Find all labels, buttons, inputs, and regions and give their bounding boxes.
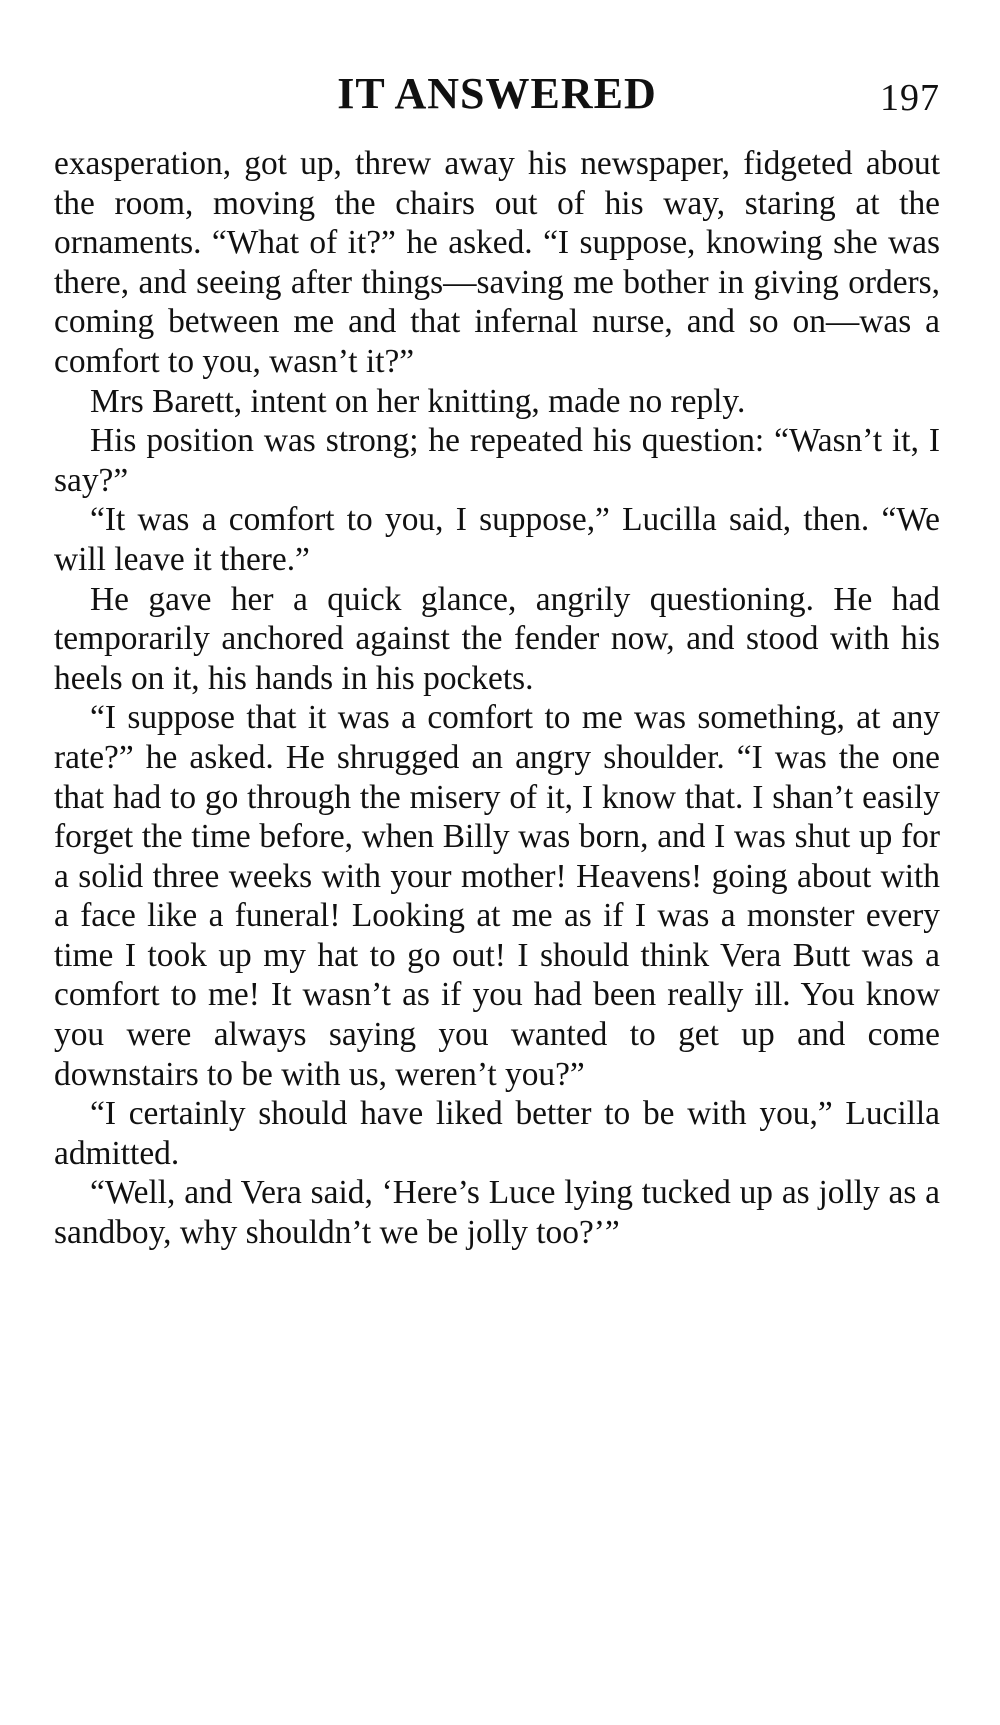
running-title: IT ANSWERED [337, 69, 657, 118]
book-page [54, 62, 940, 1253]
paragraph: “I certainly should have liked better to be with you,” Lucilla admitted. [54, 1095, 940, 1172]
page-header [54, 62, 940, 126]
paragraph: His position was strong; he repeated his question: “Wasn’t it, I say?” [54, 422, 940, 499]
paragraph: “It was a comfort to you, I suppose,” Lucilla said, then. “We will leave it there.” [54, 501, 940, 578]
paragraph: “I suppose that it was a comfort to me was something, at any rate?” he asked. He shrugged an angry shoulder. “I was the one that had to go through the misery of it, I know that. I shan’t easily forget the time before, when Billy was born, and I was shut up for a solid three weeks with your mother! Heavens! going about with a face like a funeral! Looking at me as if I was a monster every time I took up my hat to go out! I should think Vera Butt was a comfort to me! It wasn’t as if you had been really ill. You know you were always saying you wanted to get up and come downstairs to be with us, weren’t you?” [54, 699, 940, 1093]
page-number: 197 [880, 77, 940, 119]
body-text [54, 144, 940, 1253]
paragraph: “Well, and Vera said, ‘Here’s Luce lying tucked up as jolly as a sandboy, why shouldn’t we be jolly too?’” [54, 1174, 940, 1252]
paragraph: Mrs Barett, intent on her knitting, made no reply. [90, 382, 746, 420]
paragraph: exasperation, got up, threw away his newspaper, fidgeted about the room, moving the chairs out of his way, staring at the ornaments. “What of it?” he asked. “I suppose, knowing she was there, and seeing after things—saving me bother in giving orders, coming between me and that infernal nurse, and so on—was a comfort to you, wasn’t it?” [54, 145, 940, 380]
paragraph: He gave her a quick glance, angrily questioning. He had temporarily anchored against the fender now, and stood with his heels on it, his hands in his pockets. [54, 580, 940, 697]
